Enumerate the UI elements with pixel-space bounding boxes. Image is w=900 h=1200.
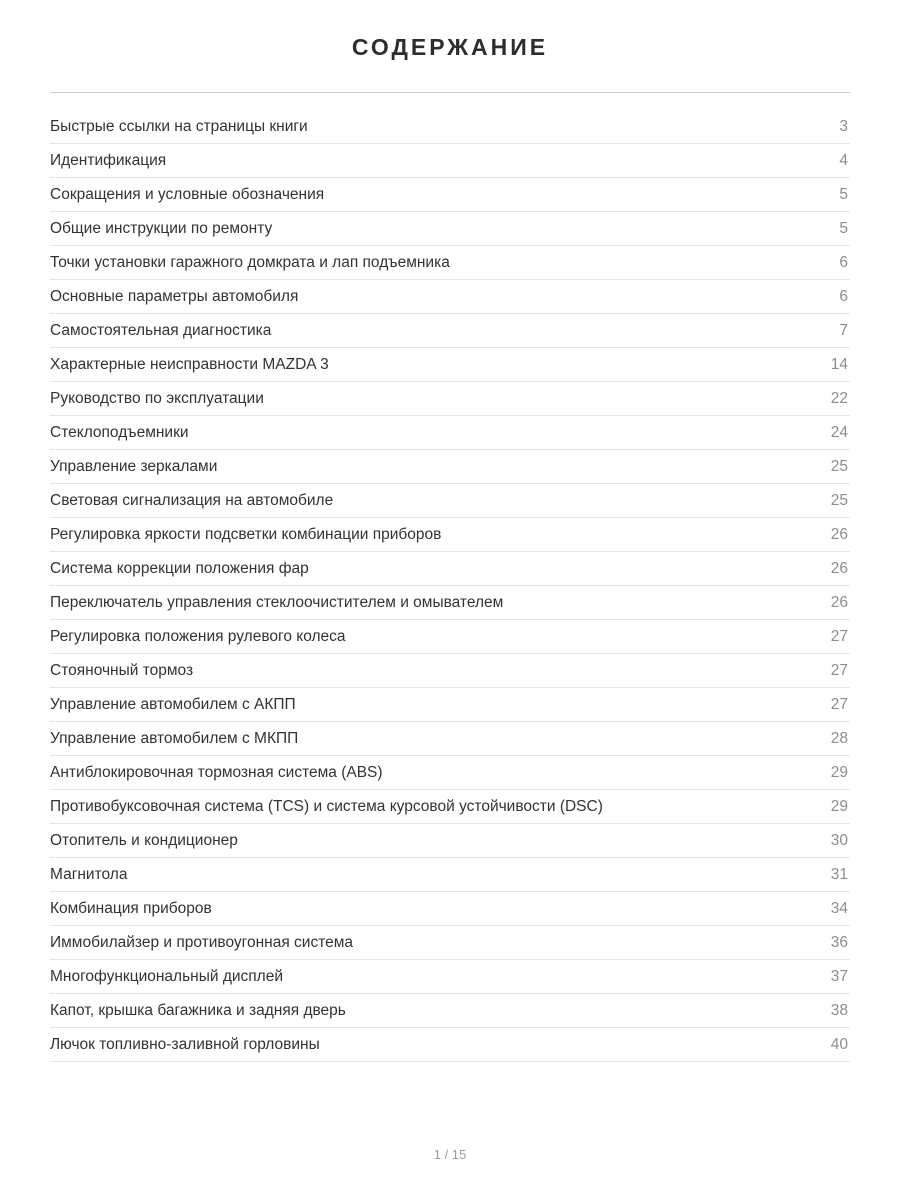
toc-entry-page: 28 <box>830 729 848 747</box>
toc-entry-page: 3 <box>839 117 848 135</box>
toc-entry-label: Комбинация приборов <box>50 899 212 917</box>
toc-entry-label: Идентификация <box>50 151 167 169</box>
toc-list <box>50 110 850 1062</box>
toc-entry-page: 4 <box>839 151 848 169</box>
toc-entry-label: Лючок топливно-заливной горловины <box>50 1035 320 1053</box>
toc-entry[interactable] <box>50 858 850 892</box>
toc-entry-label: Антиблокировочная тормозная система (ABS) <box>50 763 383 781</box>
toc-entry[interactable] <box>50 892 850 926</box>
toc-entry-page: 30 <box>830 831 848 849</box>
toc-entry-page: 27 <box>830 627 848 645</box>
toc-entry[interactable] <box>50 518 850 552</box>
toc-entry-page: 36 <box>830 933 848 951</box>
toc-entry[interactable] <box>50 756 850 790</box>
page-indicator: 1 / 15 <box>433 1147 467 1162</box>
toc-entry-page: 25 <box>830 457 848 475</box>
toc-entry[interactable] <box>50 110 850 144</box>
page-title: СОДЕРЖАНИЕ <box>351 34 549 60</box>
toc-entry[interactable] <box>50 178 850 212</box>
toc-entry-page: 27 <box>830 661 848 679</box>
toc-entry-page: 5 <box>839 185 848 203</box>
toc-entry[interactable] <box>50 994 850 1028</box>
toc-entry-label: Управление автомобилем с АКПП <box>50 695 296 713</box>
toc-entry-label: Точки установки гаражного домкрата и лап подъемника <box>50 253 450 271</box>
toc-entry-label: Быстрые ссылки на страницы книги <box>50 117 308 135</box>
toc-entry[interactable] <box>50 790 850 824</box>
toc-entry-page: 6 <box>839 287 848 305</box>
toc-entry-page: 31 <box>830 865 848 883</box>
toc-entry-label: Самостоятельная диагностика <box>50 321 272 339</box>
toc-entry-page: 29 <box>830 763 848 781</box>
toc-entry[interactable] <box>50 654 850 688</box>
toc-entry[interactable] <box>50 552 850 586</box>
toc-entry-page: 34 <box>830 899 848 917</box>
toc-entry[interactable] <box>50 416 850 450</box>
toc-entry-page: 14 <box>830 355 848 373</box>
toc-entry-label: Управление автомобилем с МКПП <box>50 729 299 747</box>
toc-entry[interactable] <box>50 450 850 484</box>
toc-entry-label: Иммобилайзер и противоугонная система <box>50 933 354 951</box>
toc-entry[interactable] <box>50 688 850 722</box>
toc-entry[interactable] <box>50 246 850 280</box>
toc-entry-label: Магнитола <box>50 865 128 883</box>
toc-entry-page: 38 <box>830 1001 848 1019</box>
toc-entry[interactable] <box>50 212 850 246</box>
toc-entry-page: 26 <box>830 525 848 543</box>
toc-entry[interactable] <box>50 926 850 960</box>
toc-entry-label: Система коррекции положения фар <box>50 559 309 577</box>
toc-entry-label: Переключатель управления стеклоочистителем и омывателем <box>50 593 504 611</box>
toc-entry[interactable] <box>50 484 850 518</box>
toc-entry-label: Капот, крышка багажника и задняя дверь <box>50 1001 346 1019</box>
toc-entry[interactable] <box>50 348 850 382</box>
toc-entry[interactable] <box>50 1028 850 1062</box>
toc-entry-label: Общие инструкции по ремонту <box>50 219 273 237</box>
toc-entry-label: Световая сигнализация на автомобиле <box>50 491 334 509</box>
toc-entry-page: 40 <box>830 1035 848 1053</box>
toc-entry-label: Стеклоподъемники <box>50 423 189 441</box>
toc-entry[interactable] <box>50 620 850 654</box>
toc-entry-page: 6 <box>839 253 848 271</box>
toc-entry[interactable] <box>50 280 850 314</box>
toc-entry-label: Сокращения и условные обозначения <box>50 185 325 203</box>
toc-entry-label: Регулировка положения рулевого колеса <box>50 627 346 645</box>
toc-entry-page: 26 <box>830 559 848 577</box>
toc-entry-label: Противобуксовочная система (TCS) и система курсовой устойчивости (DSC) <box>50 797 603 815</box>
toc-entry[interactable] <box>50 824 850 858</box>
toc-entry[interactable] <box>50 314 850 348</box>
toc-entry-page: 26 <box>830 593 848 611</box>
toc-entry-label: Отопитель и кондиционер <box>50 831 238 849</box>
toc-entry-page: 5 <box>839 219 848 237</box>
title-divider <box>50 92 850 93</box>
toc-entry-label: Многофункциональный дисплей <box>50 967 283 985</box>
toc-entry-page: 29 <box>830 797 848 815</box>
toc-entry-page: 27 <box>830 695 848 713</box>
toc-entry-page: 37 <box>830 967 848 985</box>
toc-entry[interactable] <box>50 586 850 620</box>
toc-entry-label: Характерные неисправности MAZDA 3 <box>50 355 329 373</box>
toc-entry[interactable] <box>50 960 850 994</box>
toc-entry-label: Управление зеркалами <box>50 457 218 475</box>
toc-entry-page: 24 <box>830 423 848 441</box>
toc-entry-page: 22 <box>830 389 848 407</box>
toc-entry-label: Руководство по эксплуатации <box>50 389 264 407</box>
toc-entry-page: 7 <box>839 321 848 339</box>
toc-entry[interactable] <box>50 144 850 178</box>
toc-entry-page: 25 <box>830 491 848 509</box>
toc-entry[interactable] <box>50 722 850 756</box>
toc-entry-label: Основные параметры автомобиля <box>50 287 299 305</box>
toc-entry-label: Регулировка яркости подсветки комбинации приборов <box>50 525 442 543</box>
toc-entry[interactable] <box>50 382 850 416</box>
toc-entry-label: Стояночный тормоз <box>50 661 194 679</box>
